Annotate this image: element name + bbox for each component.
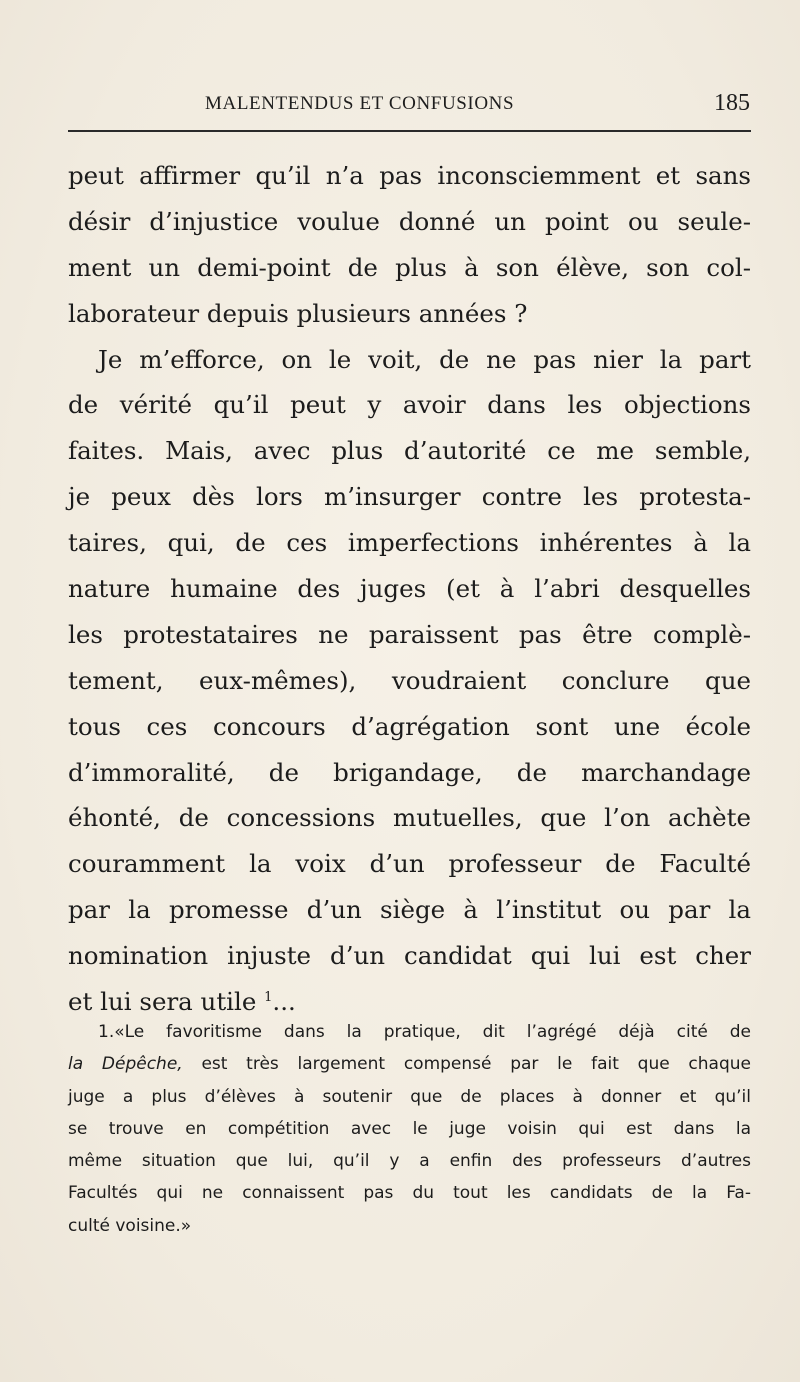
last-line-text: et lui sera utile	[68, 987, 265, 1017]
text-line: faites. Mais, avec plus d’autorité ce me semble,	[68, 436, 751, 466]
footnote-line: juge a plus d’élèves à soutenir que de places à donner et qu’il	[68, 1086, 751, 1107]
text-line: couramment la voix d’un professeur de Faculté	[68, 849, 751, 879]
text-line: Je m’efforce, on le voit, de ne pas nier la part	[98, 344, 751, 374]
main-text	[68, 153, 751, 1025]
ellipsis: ...	[272, 987, 296, 1017]
text-line: peut affirmer qu’il n’a pas inconsciemment et sans	[68, 161, 751, 190]
text-line: ment un demi-point de plus à son élève, son col-	[68, 252, 751, 282]
text-line: désir d’injustice voulue donné un point ou seule-	[68, 206, 751, 236]
footnote-line: même situation que lui, qu’il y a enfin des professeurs d’autres	[68, 1151, 751, 1172]
page-number: 185	[714, 90, 750, 116]
footnote-reference[interactable]: 1	[264, 990, 273, 1006]
text-line: nomination injuste d’un candidat qui lui est cher	[68, 941, 751, 971]
text-line: par la promesse d’un siège à l’institut ou par la	[68, 895, 751, 925]
newspaper-title: la Dépêche,	[68, 1054, 183, 1075]
text-line: tement, eux-mêmes), voudraient conclure que	[68, 665, 751, 695]
footnote-line: culté voisine.»	[68, 1215, 192, 1236]
footnote-line: Facultés qui ne connaissent pas du tout les candidats de la Fa-	[68, 1183, 751, 1204]
footnote-text: «Le favoritisme dans la pratique, dit l’agrégé déjà cité de	[114, 1022, 751, 1042]
footnote-text: est très largement compensé par le fait que chaque	[182, 1054, 751, 1075]
footnote	[68, 1016, 751, 1242]
text-line: éhonté, de concessions mutuelles, que l’on achète	[68, 803, 751, 833]
text-line: taires, qui, de ces imperfections inhérentes à la	[68, 528, 751, 558]
footnote-line	[68, 1016, 751, 1048]
text-line: tous ces concours d’agrégation sont une école	[68, 711, 751, 741]
footnote-line: se trouve en compétition avec le juge voisin qui est dans la	[68, 1118, 751, 1139]
text-line: les protestataires ne paraissent pas être complè-	[68, 619, 751, 649]
text-line: laborateur depuis plusieurs années ?	[68, 298, 528, 328]
footnote-line	[68, 1048, 751, 1080]
header-rule	[68, 130, 751, 132]
text-line: d’immoralité, de brigandage, de marchandage	[68, 757, 751, 787]
footnote-number: 1.	[98, 1022, 115, 1042]
text-line: de vérité qu’il peut y avoir dans les objections	[68, 390, 751, 420]
text-line: je peux dès lors m’insurger contre les protesta-	[68, 482, 751, 512]
running-title: MALENTENDUS ET CONFUSIONS	[205, 93, 515, 114]
text-line: nature humaine des juges (et à l’abri desquelles	[68, 574, 751, 604]
